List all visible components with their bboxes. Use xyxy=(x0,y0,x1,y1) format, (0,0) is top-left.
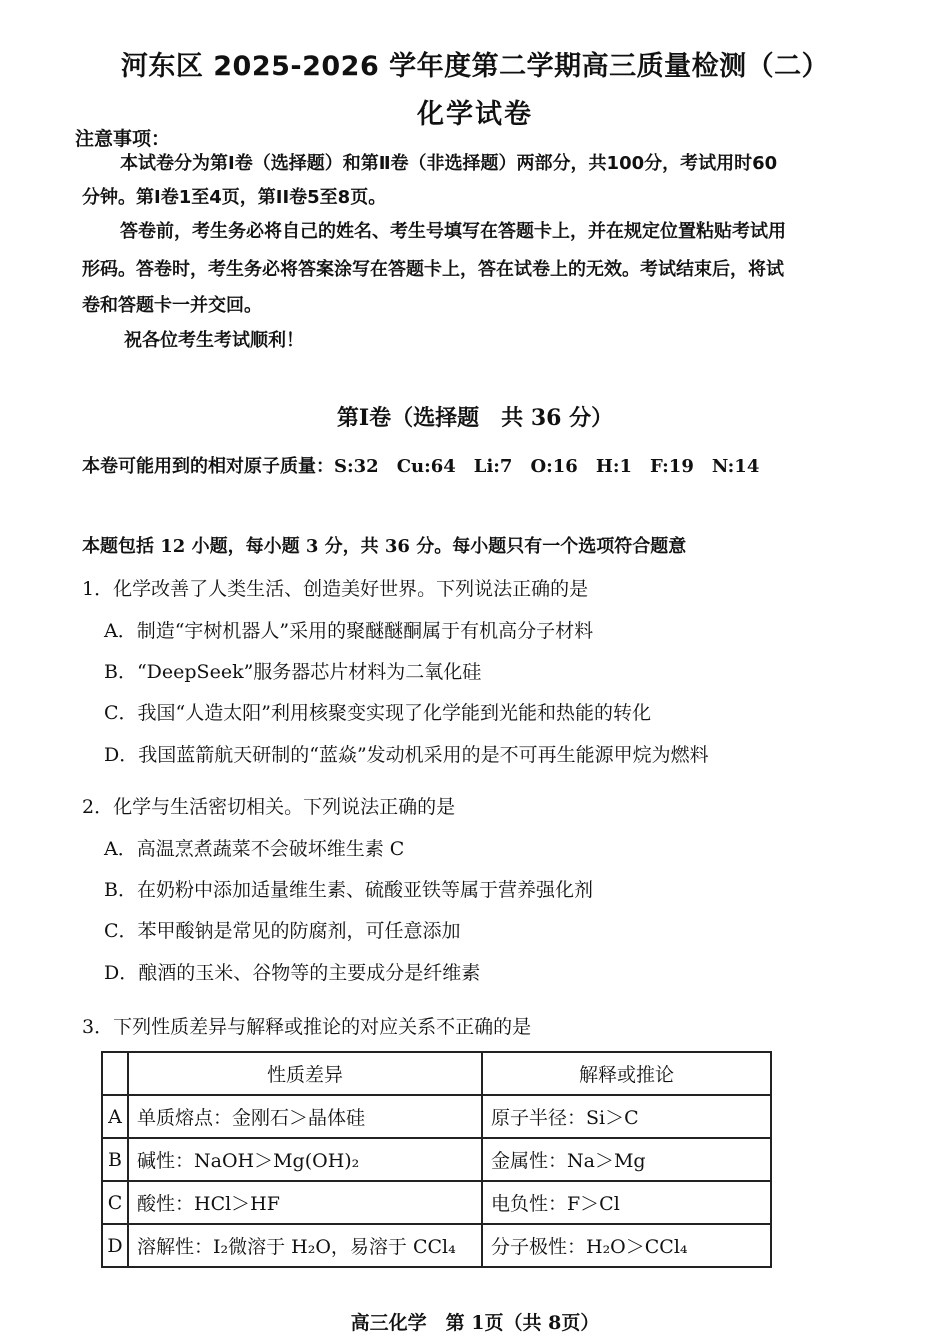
notice-line: 形码。答卷时，考生务必将答案涂写在答题卡上，答在试卷上的无效。考试结束后，将试 xyxy=(82,259,784,280)
notice-line: 祝各位考生考试顺利！ xyxy=(124,330,304,351)
table-row xyxy=(102,1181,771,1224)
row-letter: B xyxy=(102,1138,128,1181)
table-row xyxy=(102,1138,771,1181)
section-title: 第Ⅰ卷（选择题 共 36 分） xyxy=(336,405,614,431)
table-row xyxy=(102,1095,771,1138)
atomic-masses: 本卷可能用到的相对原子质量：S:32 Cu:64 Li:7 O:16 H:1 F:19 N:14 xyxy=(82,456,760,477)
section-instruction: 本题包括 12 小题，每小题 3 分，共 36 分。每小题只有一个选项符合题意 xyxy=(82,536,687,557)
question-stem: 2．化学与生活密切相关。下列说法正确的是 xyxy=(82,796,456,818)
comparison-table xyxy=(101,1051,772,1268)
row-letter: A xyxy=(102,1095,128,1138)
table-header: 性质差异 xyxy=(128,1052,482,1095)
page-footer: 高三化学 第 1页（共 8页） xyxy=(350,1312,600,1334)
reason-cell: 分子极性：H₂O＞CCl₄ xyxy=(482,1224,771,1267)
notice-line: 答卷前，考生务必将自己的姓名、考生号填写在答题卡上，并在规定位置粘贴考试用 xyxy=(120,221,786,242)
option-d: D．我国蓝箭航天研制的“蓝焱”发动机采用的是不可再生能源甲烷为燃料 xyxy=(104,744,709,766)
option-a: A．制造“宇树机器人”采用的聚醚醚酮属于有机高分子材料 xyxy=(104,620,594,642)
property-cell: 酸性：HCl＞HF xyxy=(128,1181,482,1224)
option-d: D．酿酒的玉米、谷物等的主要成分是纤维素 xyxy=(104,962,481,984)
option-a: A．高温烹煮蔬菜不会破坏维生素 C xyxy=(104,838,405,860)
option-c: C．苯甲酸钠是常见的防腐剂，可任意添加 xyxy=(104,920,461,942)
notice-line: 分钟。第Ⅰ卷1至4页，第II卷5至8页。 xyxy=(82,187,387,208)
exam-subtitle: 化学试卷 xyxy=(417,99,533,130)
property-cell: 单质熔点：金刚石＞晶体硅 xyxy=(128,1095,482,1138)
reason-cell: 电负性：F＞Cl xyxy=(482,1181,771,1224)
reason-cell: 金属性：Na＞Mg xyxy=(482,1138,771,1181)
question-stem: 1．化学改善了人类生活、创造美好世界。下列说法正确的是 xyxy=(82,578,589,600)
table-corner-cell xyxy=(102,1052,128,1095)
notice-line: 本试卷分为第Ⅰ卷（选择题）和第Ⅱ卷（非选择题）两部分，共100分，考试用时60 xyxy=(120,153,778,174)
option-c: C．我国“人造太阳”利用核聚变实现了化学能到光能和热能的转化 xyxy=(104,702,651,724)
table-header: 解释或推论 xyxy=(482,1052,771,1095)
table-row xyxy=(102,1224,771,1267)
notice-line: 卷和答题卡一并交回。 xyxy=(82,295,262,316)
exam-title: 河东区 2025-2026 学年度第二学期高三质量检测（二） xyxy=(120,51,830,82)
table-header-row xyxy=(102,1052,771,1095)
property-cell: 溶解性：I₂微溶于 H₂O，易溶于 CCl₄ xyxy=(128,1224,482,1267)
notice-heading: 注意事项： xyxy=(75,128,171,150)
option-b: B．在奶粉中添加适量维生素、硫酸亚铁等属于营养强化剂 xyxy=(104,879,593,901)
property-cell: 碱性：NaOH＞Mg(OH)₂ xyxy=(128,1138,482,1181)
reason-cell: 原子半径：Si＞C xyxy=(482,1095,771,1138)
row-letter: C xyxy=(102,1181,128,1224)
row-letter: D xyxy=(102,1224,128,1267)
option-b: B．“DeepSeek”服务器芯片材料为二氧化硅 xyxy=(104,661,482,683)
question-stem: 3．下列性质差异与解释或推论的对应关系不正确的是 xyxy=(82,1016,532,1038)
